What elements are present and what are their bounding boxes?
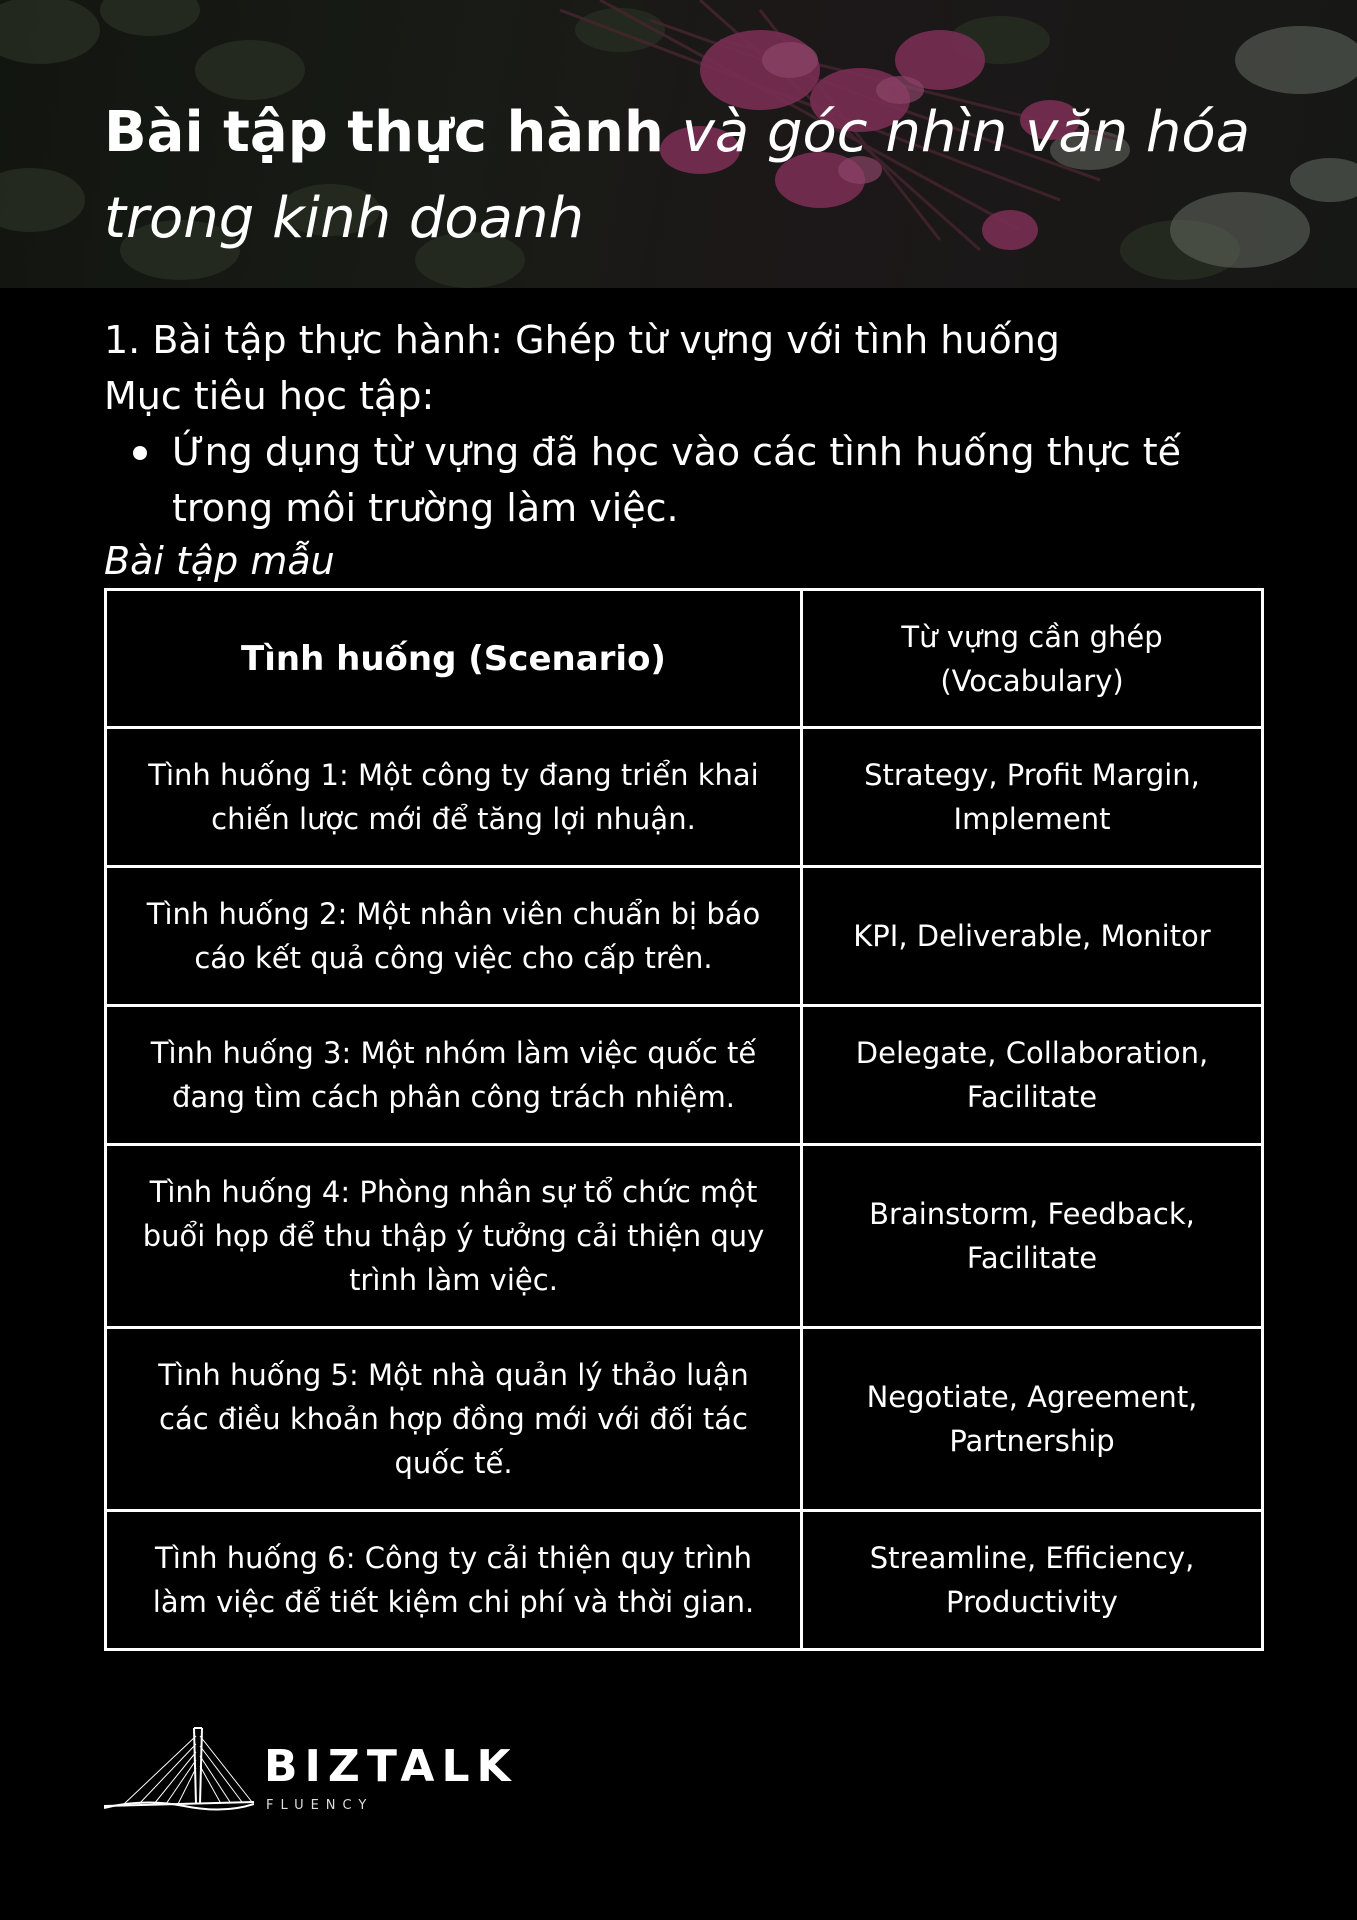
- vocab-cell: Streamline, Efficiency, Productivity: [802, 1511, 1263, 1650]
- table-row: [106, 1511, 1263, 1650]
- table-header-row: [106, 590, 1263, 728]
- logo-tagline: FLUENCY: [266, 1798, 374, 1813]
- table-row: [106, 1328, 1263, 1511]
- logo-name: BIZTALK: [264, 1741, 518, 1792]
- scenario-cell: Tình huống 6: Công ty cải thiện quy trình làm việc để tiết kiệm chi phí và thời gian.: [106, 1511, 802, 1650]
- bullet-icon: [133, 446, 147, 460]
- table-row: [106, 867, 1263, 1006]
- hero-banner: [0, 0, 1357, 288]
- sample-label: Bài tập mẫu: [104, 539, 335, 583]
- vocab-table: [104, 588, 1264, 1651]
- goal-label: Mục tiêu học tập:: [104, 374, 435, 418]
- bridge-icon: [104, 1722, 254, 1812]
- title-bold: Bài tập thực hành: [104, 100, 664, 165]
- goal-item: [172, 424, 1264, 536]
- section-intro: [104, 312, 1264, 586]
- biztalk-logo: [104, 1722, 518, 1822]
- goal-text: Ứng dụng từ vựng đã học vào các tình huống thực tế trong môi trường làm việc.: [172, 430, 1182, 530]
- goal-list: [104, 424, 1264, 536]
- title-italic-line2: trong kinh doanh: [104, 186, 584, 251]
- section-heading: 1. Bài tập thực hành: Ghép từ vựng với tình huống: [104, 318, 1060, 362]
- header-scenario: Tình huống (Scenario): [106, 590, 802, 728]
- header-vocabulary: Từ vựng cần ghép (Vocabulary): [802, 590, 1263, 728]
- table-row: [106, 1145, 1263, 1328]
- page-title: [104, 90, 1304, 262]
- vocab-cell: Brainstorm, Feedback, Facilitate: [802, 1145, 1263, 1328]
- table-row: [106, 728, 1263, 867]
- scenario-cell: Tình huống 3: Một nhóm làm việc quốc tế đang tìm cách phân công trách nhiệm.: [106, 1006, 802, 1145]
- title-italic-line1: và góc nhìn văn hóa: [663, 100, 1251, 165]
- table-row: [106, 1006, 1263, 1145]
- scenario-cell: Tình huống 1: Một công ty đang triển khai chiến lược mới để tăng lợi nhuận.: [106, 728, 802, 867]
- vocab-cell: Strategy, Profit Margin, Implement: [802, 728, 1263, 867]
- scenario-cell: Tình huống 2: Một nhân viên chuẩn bị báo cáo kết quả công việc cho cấp trên.: [106, 867, 802, 1006]
- vocab-cell: KPI, Deliverable, Monitor: [802, 867, 1263, 1006]
- vocab-cell: Negotiate, Agreement, Partnership: [802, 1328, 1263, 1511]
- scenario-cell: Tình huống 4: Phòng nhân sự tổ chức một buổi họp để thu thập ý tưởng cải thiện quy trình làm việc.: [106, 1145, 802, 1328]
- scenario-cell: Tình huống 5: Một nhà quản lý thảo luận các điều khoản hợp đồng mới với đối tác quốc tế.: [106, 1328, 802, 1511]
- vocab-cell: Delegate, Collaboration, Facilitate: [802, 1006, 1263, 1145]
